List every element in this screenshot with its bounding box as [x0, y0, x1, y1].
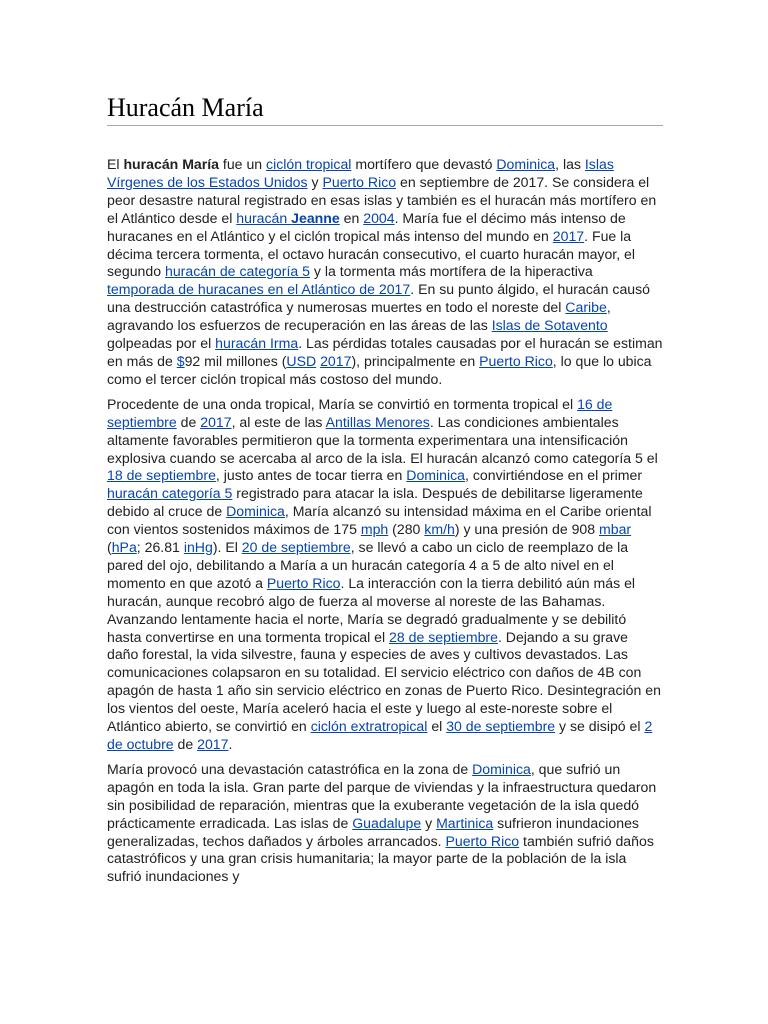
wiki-link[interactable]: ciclón extratropical — [310, 718, 428, 735]
wiki-link[interactable]: hPa — [111, 539, 137, 556]
wiki-link[interactable]: Puerto Rico — [266, 574, 341, 591]
text-run: El — [107, 156, 124, 172]
text-run: ( — [107, 539, 112, 556]
text-run: , lo que lo ubica como el tercer ciclón tropical más costoso del mundo. — [107, 352, 652, 387]
wiki-link[interactable]: Antillas Menores — [325, 413, 430, 430]
text-run: . Fue la décima tercera tormenta, el octavo huracán consecutivo, el cuarto huracán mayor, el segundo — [107, 227, 636, 280]
text-run: ; 26.81 — [136, 539, 184, 556]
text-run: y — [307, 173, 323, 190]
text-run: de — [173, 736, 198, 752]
wiki-link[interactable]: 28 de septiembre — [389, 628, 498, 645]
wiki-link[interactable]: Puerto Rico — [445, 832, 520, 849]
text-run: Procedente de una onda tropical, María se convirtió en tormenta tropical el — [107, 395, 578, 412]
wiki-link[interactable]: Puerto Rico — [479, 352, 553, 369]
wiki-link[interactable]: 30 de septiembre — [446, 718, 556, 735]
text-run: , María alcanzó su intensidad máxima en el Caribe oriental con vientos sostenidos máximos de 175 — [107, 503, 652, 538]
text-run: . Dejando a su grave daño forestal, la vida silvestre, fauna y especies de aves y cultivos devastados. Las comunicaciones colapsaron en su totalidad. El servicio eléctrico con daños de 4B con apagón de hasta 1 año sin servicio eléctrico en zonas de Puerto Rico. Desintegración en los vientos del oeste, María aceleró hacia el este y luego al este-noreste sobre el Atlántico abierto, se convirtió en — [107, 628, 661, 735]
text-run: . En su punto álgido, el huracán causó una destrucción catastrófica y numerosas muertes en todo el noreste del — [107, 281, 651, 316]
wiki-link[interactable]: Jeanne — [291, 209, 340, 226]
wiki-link[interactable]: ciclón tropical — [266, 156, 352, 172]
article — [107, 92, 663, 893]
wiki-link[interactable]: Islas Vírgenes de los Estados Unidos — [107, 156, 614, 190]
wiki-link[interactable]: Caribe — [565, 299, 607, 316]
wiki-link[interactable]: huracán Irma — [215, 335, 299, 352]
text-run: , justo antes de tocar tierra en — [215, 467, 407, 484]
wiki-link[interactable]: 2004 — [363, 209, 395, 226]
text-run: . Las pérdidas totales causadas por el huracán se estiman en más de — [107, 335, 663, 369]
wiki-link[interactable]: USD — [286, 352, 317, 369]
text-run: , convirtiéndose en el primer — [465, 467, 643, 484]
text-run: ). El — [212, 539, 242, 556]
wiki-link[interactable]: 20 de septiembre — [241, 539, 351, 556]
wiki-link[interactable]: inHg — [183, 539, 213, 556]
text-run: en — [339, 209, 364, 226]
text-run: sufrieron inundaciones generalizadas, techos dañados y árboles arrancados. — [107, 814, 639, 849]
text-run: , al este de las — [231, 413, 326, 430]
bold-text: huracán María — [123, 156, 220, 172]
wiki-link[interactable]: 18 de septiembre — [107, 467, 216, 484]
wiki-link[interactable]: 2017 — [552, 227, 585, 244]
article-body — [107, 156, 663, 886]
wiki-link[interactable]: huracán categoría 5 — [107, 485, 233, 502]
text-run: golpeadas por el — [107, 335, 216, 352]
text-run: . — [228, 736, 233, 752]
page-title: Huracán María — [107, 92, 663, 126]
text-run: el — [427, 718, 447, 735]
text-run: mortífero que devastó — [351, 156, 497, 172]
text-run: , se llevó a cabo un ciclo de reemplazo de la pared del ojo, debilitando a María a un huracán categoría 4 a 5 de alto nivel en el momento en que azotó a — [107, 539, 629, 591]
wiki-link[interactable]: Dominica — [496, 156, 556, 172]
paragraph-intro — [107, 156, 663, 389]
wiki-link[interactable]: Dominica — [472, 760, 531, 777]
text-run: (280 — [388, 521, 425, 538]
wiki-link[interactable]: mph — [360, 521, 389, 538]
wiki-link[interactable]: Dominica — [406, 467, 466, 484]
text-run: , agravando los esfuerzos de recuperación en las áreas de las — [107, 299, 611, 334]
wiki-link[interactable]: 2 de octubre — [107, 718, 653, 752]
wiki-link[interactable]: 16 de septiembre — [107, 395, 613, 430]
wiki-link[interactable]: 2017 — [200, 413, 232, 430]
text-run: en septiembre de 2017. Se considera el peor desastre natural registrado en esas islas y también es el huracán más mortífero en el Atlántico desde el — [107, 173, 657, 226]
wiki-link[interactable]: Martinica — [436, 814, 494, 831]
wiki-link[interactable]: Puerto Rico — [322, 173, 397, 190]
text-run: . Las condiciones ambientales altamente favorables permitieron que la tormenta experimentara una intensificación explosiva cuando se acercaba al arco de la isla. El huracán alcanzó como categoría 5 el — [107, 413, 658, 466]
text-run: también sufrió daños catastróficos y una gran crisis humanitaria; la mayor parte de la población de la isla sufrió inundaciones y — [107, 832, 654, 885]
text-run: María provocó una devastación catastrófica en la zona de — [107, 760, 473, 777]
wiki-link[interactable]: Dominica — [226, 503, 285, 520]
text-run: y se disipó el — [555, 718, 645, 735]
text-run: ) y una presión de 908 — [454, 521, 600, 538]
text-run: fue un — [219, 156, 267, 172]
text-run: registrado para atacar la isla. Después de debilitarse ligeramente debido al cruce de — [107, 485, 643, 520]
wiki-link[interactable]: temporada de huracanes en el Atlántico de 2017 — [107, 281, 411, 298]
wiki-link[interactable]: huracán — [236, 209, 292, 226]
wiki-link[interactable]: km/h — [424, 521, 455, 538]
paragraph-impact — [107, 761, 663, 886]
text-run: de — [176, 413, 201, 430]
text-run: . María fue el décimo más intenso de huracanes en el Atlántico y el ciclón tropical más intenso del mundo en — [107, 209, 626, 244]
wiki-link[interactable]: Islas de Sotavento — [491, 317, 608, 334]
wiki-link[interactable]: 2017 — [320, 352, 352, 369]
text-run: y la tormenta más mortífera de la hiperactiva — [309, 263, 593, 280]
text-run: y — [421, 814, 437, 831]
wiki-link[interactable]: mbar — [599, 521, 632, 538]
text-run: , que sufrió un apagón en toda la isla. Gran parte del parque de viviendas y la infraestructura quedaron sin posibilidad de reparación, mientras que la exuberante vegetación de la isla quedó prácticamente erradicada. Las islas de — [107, 760, 657, 831]
text-run: . La interacción con la tierra debilitó aún más el huracán, aunque recobró algo de fuerza al moverse al noreste de las Bahamas. Avanzando lentamente hacia el norte, María se degradó gradualmente y se debilitó hasta convertirse en una tormenta tropical el — [107, 574, 636, 645]
wiki-link[interactable]: 2017 — [197, 736, 229, 752]
text-run: , las — [555, 156, 585, 172]
paragraph-history — [107, 396, 663, 754]
wiki-link[interactable]: huracán de categoría 5 — [165, 263, 310, 280]
wiki-link[interactable]: $ — [176, 352, 185, 369]
text-run: 92 mil millones ( — [184, 352, 287, 369]
text-run: ), principalmente en — [351, 352, 480, 369]
wiki-link[interactable]: Guadalupe — [352, 814, 422, 831]
